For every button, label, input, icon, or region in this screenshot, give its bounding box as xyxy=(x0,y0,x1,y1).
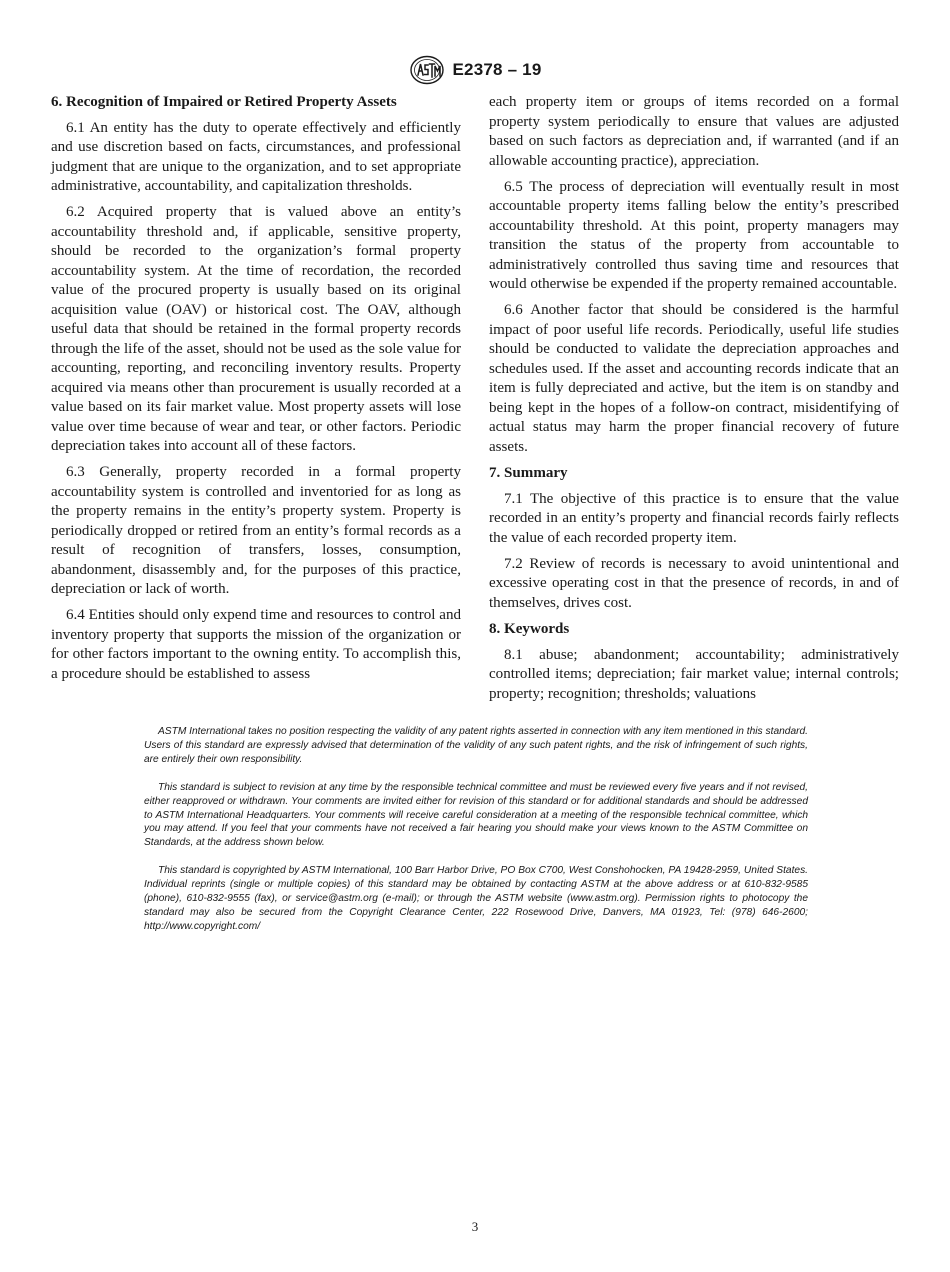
paragraph-6-4-text: 6.4 Entities should only expend time and resources to control and inventory property that supports the mission of the organization or for other factors important to the owning entity. To accomplish this, a procedure should be established to assess xyxy=(51,607,461,682)
paragraph-7-1: 7.1 The objective of this practice is to ensure that the value recorded in an entity’s property and financial records fairly reflects the value of each recorded property item. xyxy=(489,490,899,546)
copyright-notice: This standard is copyrighted by ASTM International, 100 Barr Harbor Drive, PO Box C700, West Conshohocken, PA 19428-2959, United States. Individual reprints (single or multiple copies) of this standard may be obtained by contacting ASTM at the above address or at 610-832-9585 (phone), 610-832-9555 (fax), or service@astm.org (e-mail); or through the ASTM website (www.astm.org). Permission rights to photocopy the standard may also be secured from the Copyright Clearance Center, 222 Rosewood Drive, Danvers, MA 01923, Tel: (978) 646-2600; http://www.copyright.com/ xyxy=(144,865,808,932)
section-6-heading: 6. Recognition of Impaired or Retired Property Assets xyxy=(51,94,397,110)
standard-notes xyxy=(144,725,808,948)
paragraph-6-4 xyxy=(51,606,461,684)
paragraph-7-2: 7.2 Review of records is necessary to avoid unintentional and excessive operating cost in that the presence of records, in and of themselves, drives cost. xyxy=(489,555,899,611)
left-column xyxy=(51,93,461,684)
document-designation: E2378 – 19 xyxy=(452,60,542,79)
right-column xyxy=(489,93,899,704)
paragraph-6-2: 6.2 Acquired property that is valued above an entity’s accountability threshold and, if applicable, sensitive property, should be recorded to the organization’s formal property accountability system. At the time of recordation, the recorded value of the procured property is usually based on its original acquisition value (OAV) or historical cost. The OAV, although useful data that should be retained in the formal property records through the life of the asset, should not be used as the sole value for accounting, reporting, and reconciling inventory results. Property acquired via means other than procurement is usually recorded at a value based on its fair market value. Most property assets will lose value over time because of wear and tear, or other factors. Periodic depreciation takes into account all of these factors. xyxy=(51,204,461,454)
paragraph-6-6: 6.6 Another factor that should be considered is the harmful impact of poor useful life records. Periodically, useful life studies should be conducted to validate the depreciation approaches and schedules used. If the asset and accounting records indicate that an item is fully depreciated and active, but the item is on standby and being kept in the hopes of a follow-on contract, misidentifying of actual status may harm the proper financial recovery of future assets. xyxy=(489,302,899,455)
page-header xyxy=(0,55,950,85)
astm-logo-icon xyxy=(409,55,445,85)
page-number: 3 xyxy=(471,1219,479,1234)
paragraph-6-1: 6.1 An entity has the duty to operate effectively and efficiently and use discretion based on facts, circumstances, and professional judgment that are unique to the organization, and to set appropriate administrative, accountability, and capitalization thresholds. xyxy=(51,119,461,194)
paragraph-6-3: 6.3 Generally, property recorded in a formal property accountability system is controlled and inventoried for as long as the property remains in the entity’s property system. Property is periodically dropped or retired from an entity’s formal records as a result of recognition of transfers, losses, consumption, abandonment, disassembly and, for the purposes of this practice, depreciation or lack of worth. xyxy=(51,464,461,597)
paragraph-8-1: 8.1 abuse; abandonment; accountability; administratively controlled items; depreciation; fair market value; internal controls; property; recognition; thresholds; valuations xyxy=(489,646,899,702)
paragraph-6-4-continued: each property item or groups of items recorded on a formal property system periodically to ensure that values are adjusted based on such factors as depreciation and, if warranted (and if an allowable accounting practice), appreciation. xyxy=(489,94,899,169)
section-8-heading: 8. Keywords xyxy=(489,621,570,637)
revision-notice: This standard is subject to revision at any time by the responsible technical committee and must be reviewed every five years and if not revised, either reapproved or withdrawn. Your comments are invited either for revision of this standard or for additional standards and should be addressed to ASTM International Headquarters. Your comments will receive careful consideration at a meeting of the responsible technical committee, which you may attend. If you feel that your comments have not received a fair hearing you should make your views known to the ASTM Committee on Standards, at the address shown below. xyxy=(144,781,808,849)
patent-notice: ASTM International takes no position respecting the validity of any patent rights asserted in connection with any item mentioned in this standard. Users of this standard are expressly advised that determination of the validity of any such patent rights, and the risk of infringement of such rights, are entirely their own responsibility. xyxy=(144,726,808,765)
section-7-heading: 7. Summary xyxy=(489,465,568,481)
paragraph-6-5: 6.5 The process of depreciation will eventually result in most accountable property items falling below the entity’s prescribed accountability threshold. At this point, property managers may transition the status of the property from accountable to administratively controlled thus saving time and resources that would otherwise be expended if the property remained accountable. xyxy=(489,178,899,292)
